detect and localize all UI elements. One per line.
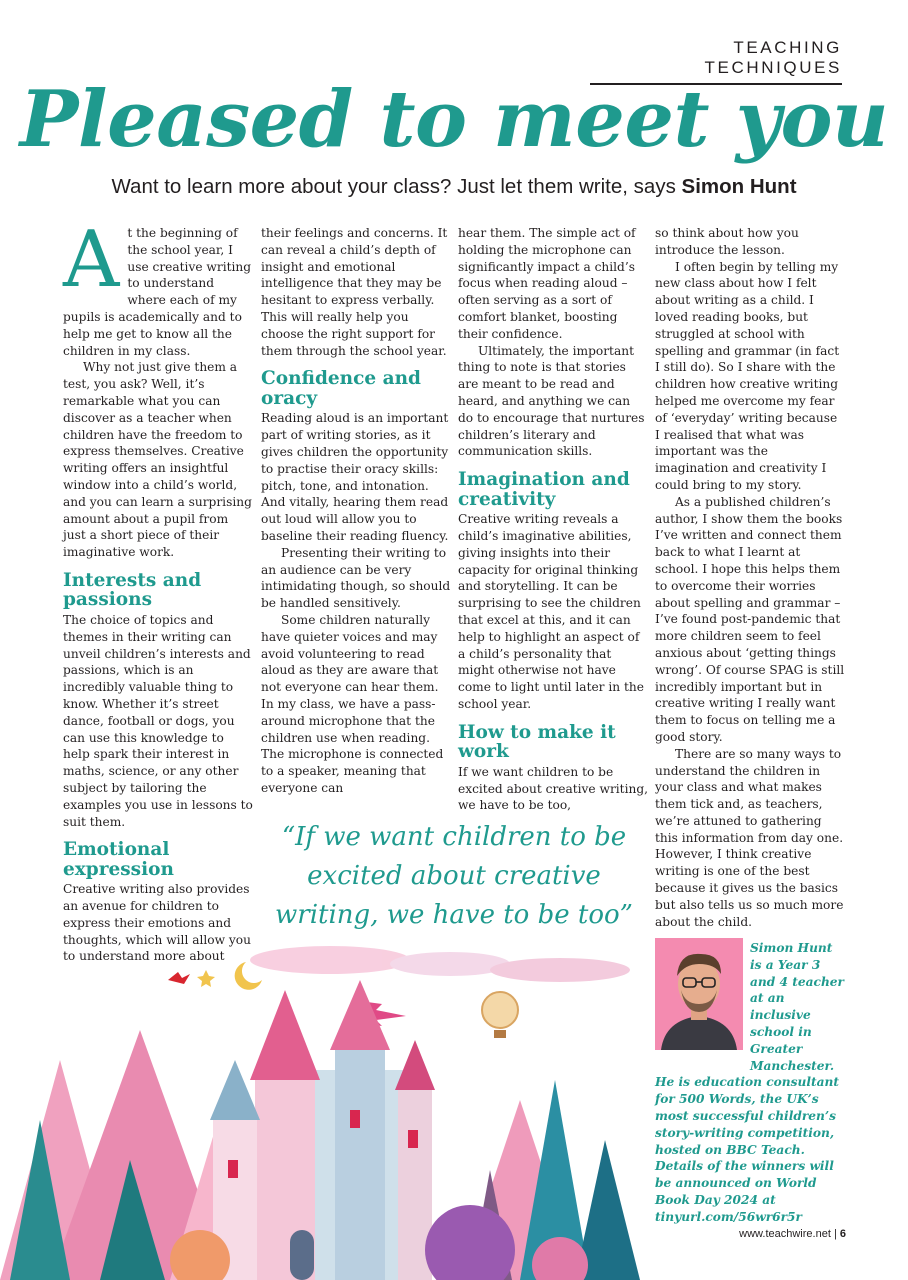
clouds: [250, 946, 630, 982]
article-column-1: [63, 215, 253, 965]
paragraph: Presenting their writing to an audience can be very intimidating though, so should be handled sensitively.: [261, 545, 451, 611]
paragraph: Creative writing also provides an avenue for children to express their emotions and thoughts, which will allow you to understand more about: [63, 882, 251, 964]
subheading-emotional: Emotional expression: [63, 839, 174, 880]
photo-spacer: [655, 940, 750, 1058]
castle: [210, 980, 435, 1280]
subheading-how-to: How to make it work: [458, 721, 616, 763]
page-number: 6: [839, 1228, 846, 1240]
subheading-imagination: Imagination and creativity: [458, 469, 630, 510]
bird-icon: [168, 972, 190, 984]
article-column-2: [261, 225, 451, 797]
paragraph: Why not just give them a test, you ask? Well, it’s remarkable what you can discover as a teacher when children have the freedom to express themselves. Creative writing offers an insightful window into a child’s world, and you can learn a surprising amount about a pupil from just a short piece of their imaginative work.: [63, 360, 252, 560]
moon-icon: [235, 962, 262, 990]
paragraph: Some children naturally have quieter voices and may avoid volunteering to read aloud as they are aware that not everyone can hear them. In my class, we have a pass-around microphone that the children use when reading. The microphone is connected to a speaker, meaning that everyone can: [261, 612, 444, 795]
page-footer: [739, 1228, 846, 1240]
subheading-confidence: Confidence and oracy: [261, 368, 421, 409]
balloon-icon: [482, 992, 518, 1038]
byline-author: Simon Hunt: [681, 175, 797, 198]
footer-separator: |: [830, 1228, 840, 1240]
paragraph: Creative writing reveals a child’s imaginative abilities, giving insights into their capacity for original thinking and storytelling. It can be surprising to see the children that excel at this, and it can help to highlight an aspect of a child’s personality that might otherwise not have come to light until later in the school year.: [458, 512, 644, 711]
paragraph: their feelings and concerns. It can reveal a child’s depth of insight and emotional intelligence that they may be hesitant to express verbally. This will really help you choose the right support for them through the school year.: [261, 226, 448, 358]
paragraph: hear them. The simple act of holding the microphone can significantly impact a child’s focus when reading aloud – often serving as a sort of comfort blanket, boosting their confidence.: [458, 226, 636, 341]
section-label: TEACHING TECHNIQUES: [590, 38, 842, 85]
subheading-interests: Interests and passions: [63, 569, 202, 611]
star-icon: [197, 970, 215, 987]
paragraph: Reading aloud is an important part of writing stories, as it gives children the opportunity to practise their oracy skills: pitch, tone, and intonation. And vitally, hearing them read out loud will allow you to baseline their reading fluency.: [261, 411, 449, 543]
paragraph: I often begin by telling my new class about how I felt about writing as a child. I loved reading books, but struggled at school with spelling and grammar (in fact I still do). So I share with the children how creative writing helped me overcome my fear of ‘everyday’ writing because I realised that what was important was the imagination and creativity I could bring to my story.: [655, 259, 840, 492]
paragraph: There are so many ways to understand the children in your class and what makes them tick and, as teachers, we’re attuned to gathering this information from day one. However, I think creative writing is one of the best because it gives us the basics but also tells us so much more about the child.: [655, 746, 844, 929]
headline: Pleased to meet you: [19, 74, 889, 165]
paragraph: If we want children to be excited about creative writing, we have to be too,: [458, 764, 648, 813]
article-column-3: [458, 225, 648, 814]
castle-illustration: [0, 930, 650, 1280]
bio-text: Simon Hunt is a Year 3 and 4 teacher at an inclusive school in Greater Manchester. He is education consultant for 500 Words, the UK’s most successful children’s story-writing competition, hosted on BBC Teach. Details of the winners will be announced on World Book Day 2024 at tinyurl.com/56wr6r5r: [655, 941, 844, 1224]
standfirst: [0, 175, 908, 199]
paragraph: As a published children’s author, I show them the books I’ve written and connect them back to what I learnt at school. I hope this helps them to overcome their worries about spelling and grammar – I’ve found post-pandemic that more children seem to feel anxious about ‘getting things wrong’. Of course SPAG is still incredibly important but in creative writing I really want them to focus on telling me a good story.: [655, 494, 845, 744]
footer-site: www.teachwire.net: [739, 1228, 831, 1240]
pull-quote: “If we want children to be excited about creative writing, we have to be too”: [275, 822, 633, 930]
author-bio: [655, 940, 845, 1226]
paragraph: The choice of topics and themes in their writing can unveil children’s interests and passions, which is an incredibly valuable thing to know. Whether it’s street dance, football or dogs, you can use this knowledge to help spark their interest in maths, science, or any other subject by tailoring the examples you use in lessons to suit them.: [63, 612, 253, 829]
paragraph: Ultimately, the important thing to note is that stories are meant to be read and heard, and anything we can do to encourage that nurtures children’s literary and communication skills.: [458, 343, 645, 459]
paragraph: t the beginning of the school year, I use creative writing to understand where each of my pupils is academically and to help me get to know all the children in my class.: [63, 226, 252, 358]
drop-cap: A: [63, 215, 120, 305]
standfirst-text: Want to learn more about your class? Just let them write, says: [111, 175, 682, 198]
article-column-4: [655, 225, 845, 930]
paragraph: so think about how you introduce the lesson.: [655, 226, 799, 257]
